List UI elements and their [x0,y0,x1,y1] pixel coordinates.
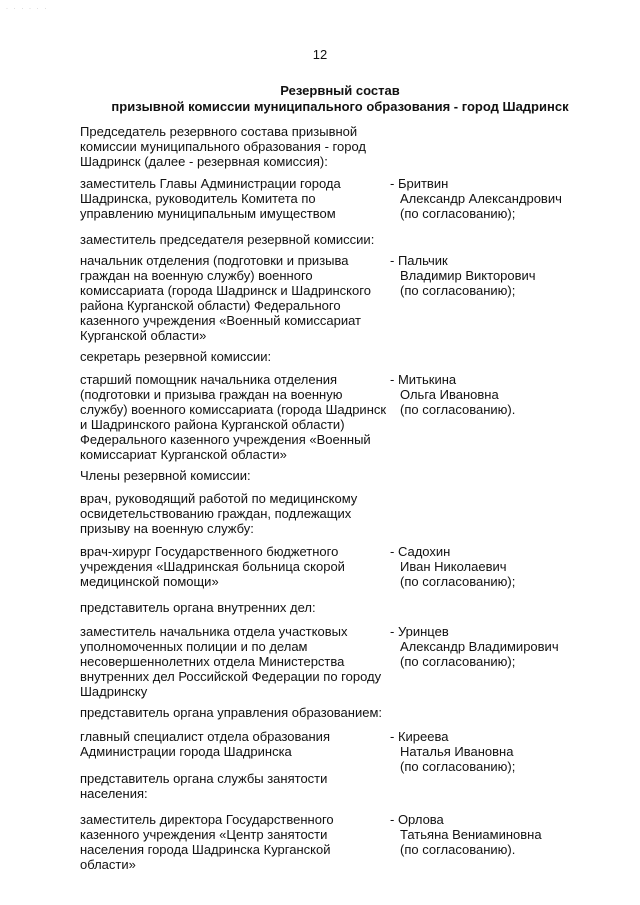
person-urintsev: - Уринцев Александр Владимирович (по согласованию); [390,624,559,669]
title-line-1: Резервный состав [280,83,400,98]
person-kireeva: - Киреева Наталья Ивановна (по согласованию); [390,729,516,774]
person-mitkina: - Митькина Ольга Ивановна (по согласованию). [390,372,516,417]
position-orlova: заместитель директора Государственного казенного учреждения «Центр занятости населения города Шадринска Курганской области» [80,812,334,872]
page-number: 12 [312,47,328,62]
position-palchik: начальник отделения (подготовки и призыва граждан на военную службу) военного комиссариата (города Шадринск и Шадринского района Курганской области) Федерального казенного учреждения «Военный комиссариат Курганской области» [80,253,371,343]
person-orlova: - Орлова Татьяна Вениаминовна (по согласованию). [390,812,542,857]
deputy-heading: заместитель председателя резервной комиссии: [80,232,375,247]
position-kireeva: главный специалист отдела образования Администрации города Шадринска [80,729,330,759]
doctor-heading: врач, руководящий работой по медицинскому освидетельствованию граждан, подлежащих призыву на военную службу: [80,491,358,536]
secretary-heading: секретарь резервной комиссии: [80,349,272,364]
position-sadokhin: врач-хирург Государственного бюджетного учреждения «Шадринская больница скорой медицинской помощи» [80,544,345,589]
person-britvin: - Бритвин Александр Александрович (по согласованию); [390,176,562,221]
title-line-2: призывной комиссии муниципального образования - город Шадринск [111,99,569,114]
members-heading: Члены резервной комиссии: [80,468,251,483]
employment-heading: представитель органа службы занятости населения: [80,771,328,801]
person-sadokhin: - Садохин Иван Николаевич (по согласованию); [390,544,516,589]
scan-artifact: · · · · · · [6,6,49,12]
chairman-heading: Председатель резервного состава призывной комиссии муниципального образования - город Шадринск (далее - резервная комиссия): [80,124,366,169]
education-heading: представитель органа управления образованием: [80,705,383,720]
position-mitkina: старший помощник начальника отделения (подготовки и призыва граждан на военную службу) военного комиссариата (города Шадринск и Шадринского района Курганской области) Федерального казенного учреждения «Военный комиссариат Курганской области» [80,372,387,462]
police-heading: представитель органа внутренних дел: [80,600,316,615]
document-title [60,83,620,115]
person-palchik: - Пальчик Владимир Викторович (по согласованию); [390,253,536,298]
position-britvin: заместитель Главы Администрации города Шадринска, руководитель Комитета по управлению муниципальным имуществом [80,176,341,221]
position-urintsev: заместитель начальника отдела участковых уполномоченных полиции и по делам несовершеннолетних отдела Министерства внутренних дел Российской Федерации по городу Шадринску [80,624,382,699]
